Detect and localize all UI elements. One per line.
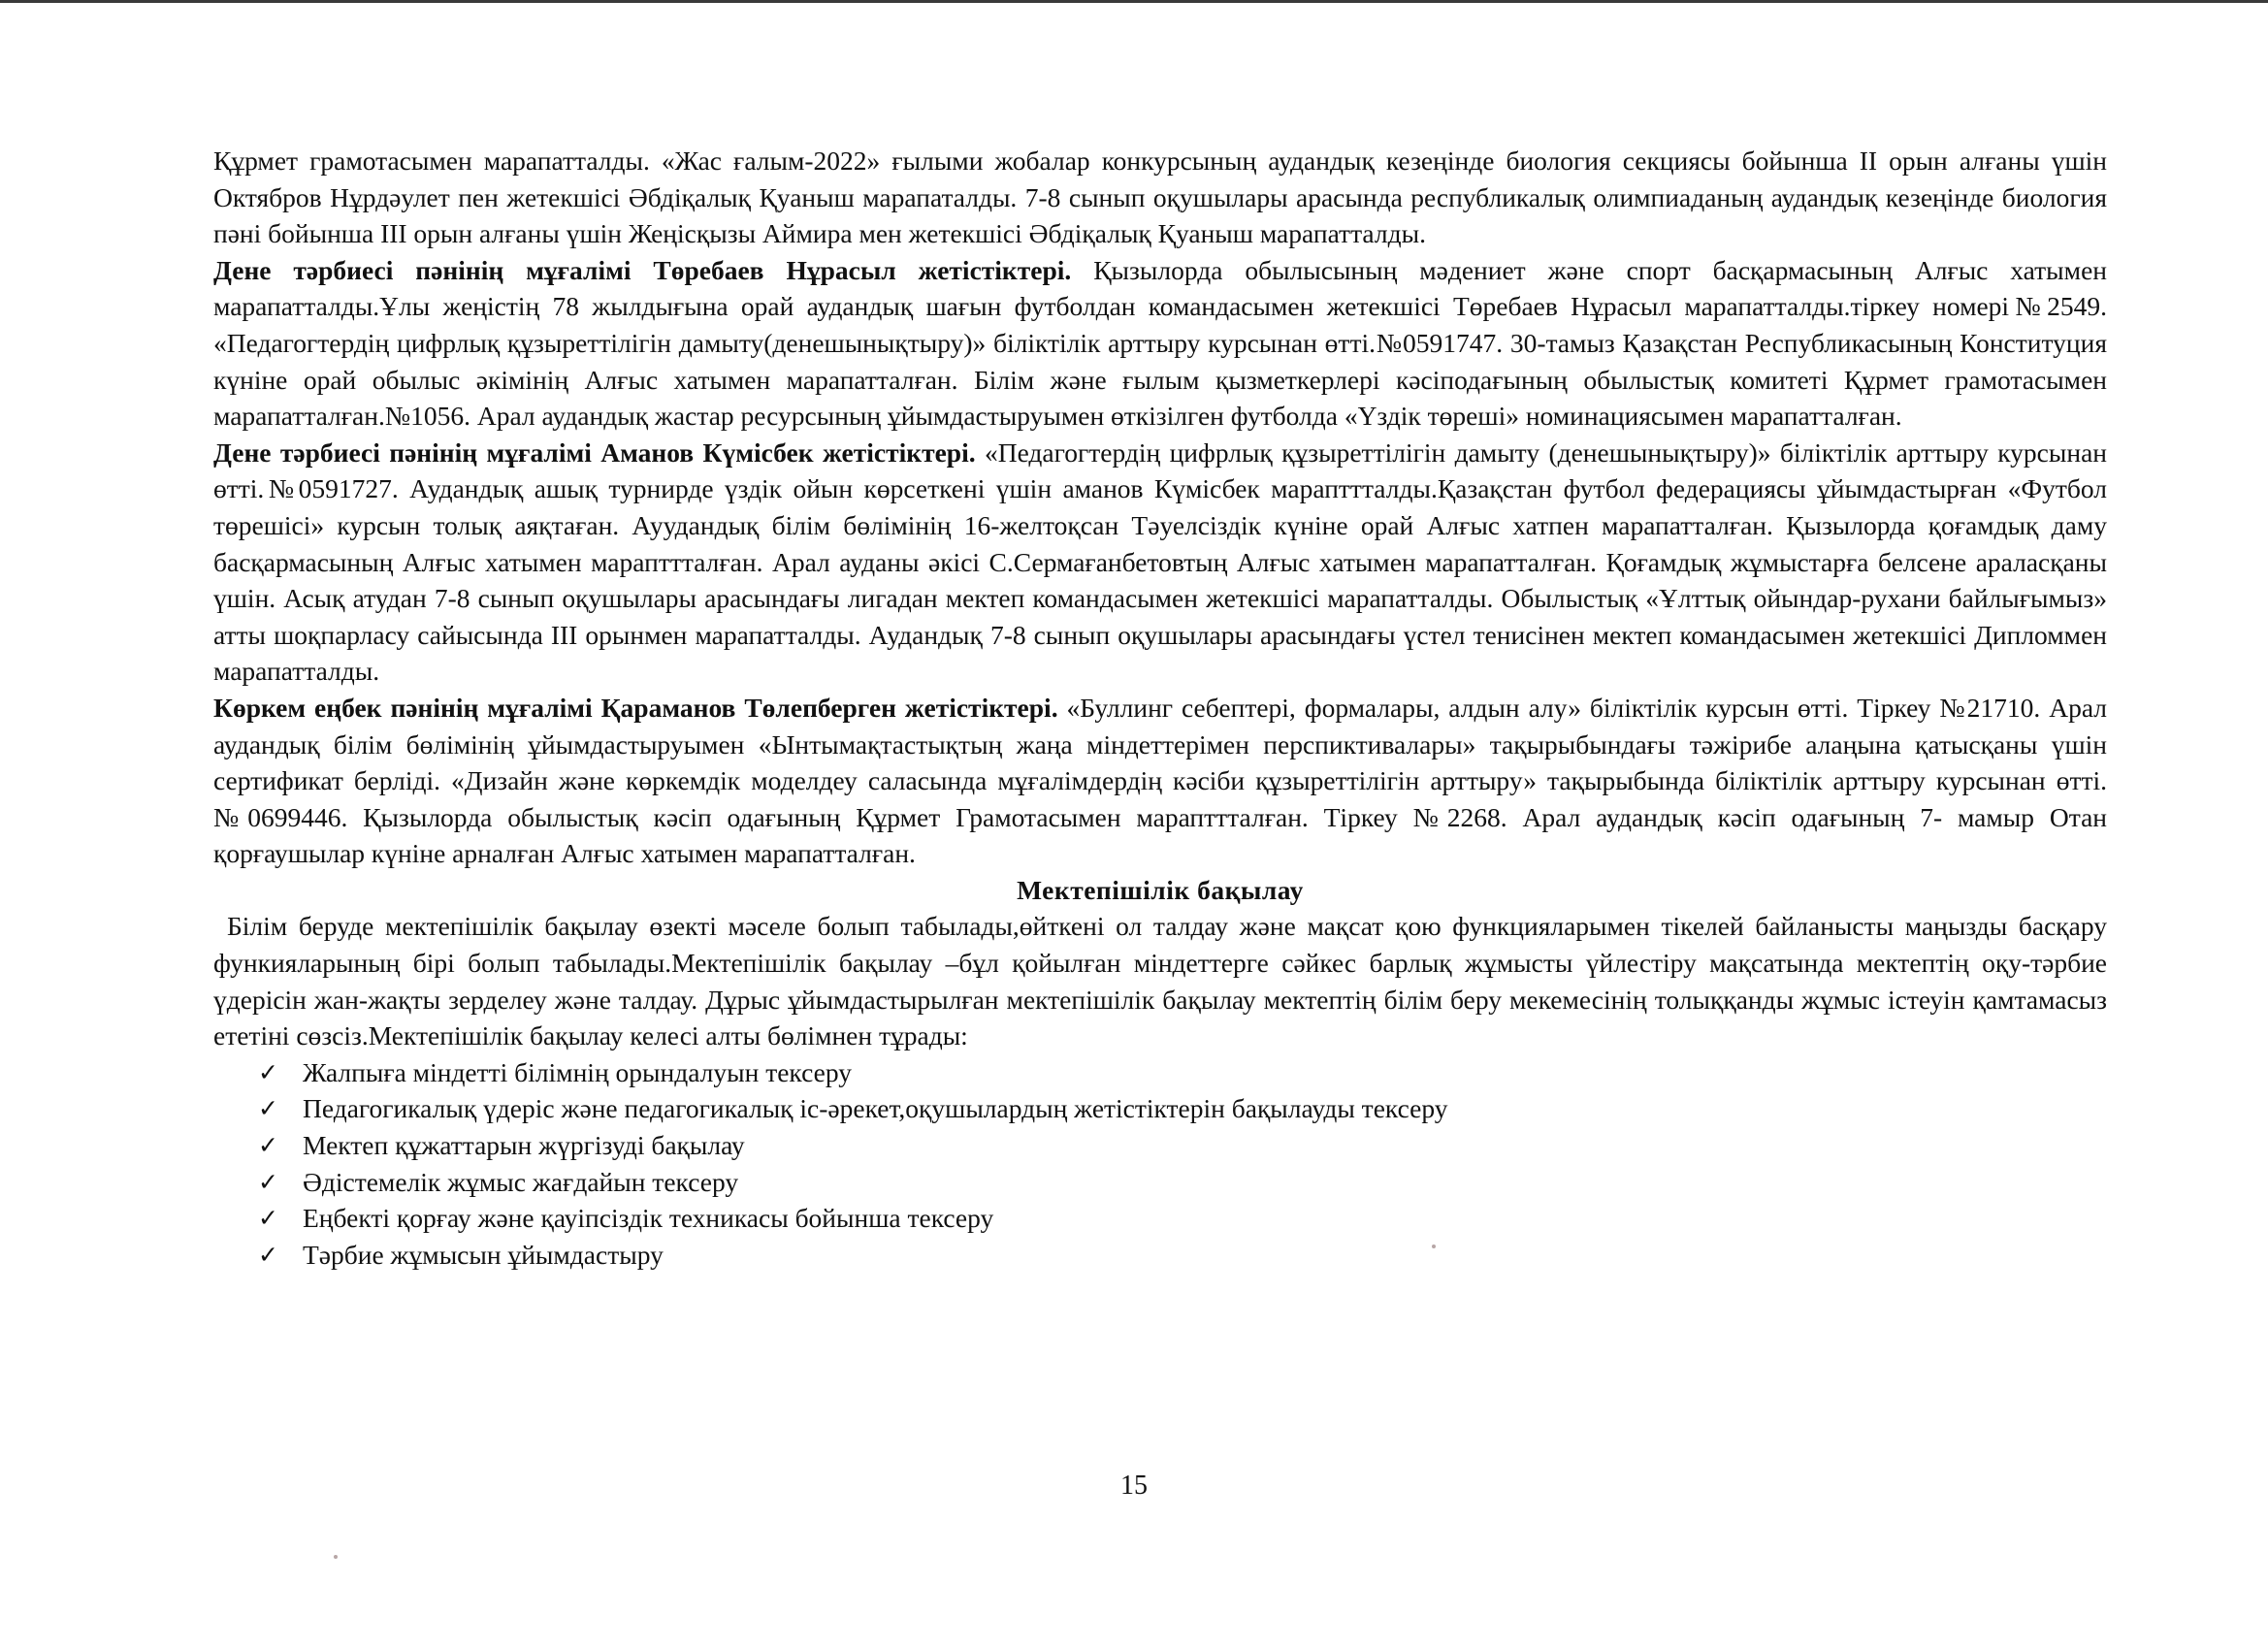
checklist-item-text: Мектеп құжаттарын жүргізуді бақылау [303, 1130, 745, 1161]
checkmark-icon: ✓ [258, 1204, 278, 1233]
checkmark-icon: ✓ [258, 1167, 278, 1196]
paragraph-torebaev-achievements [213, 252, 2107, 435]
paragraph-text: «Педагогтердің цифрлық құзыреттілігін дамыту (денешынықтыру)» біліктілік арттыру курсынан өтті.№0591727. Аудандық ашық турнирде үздік ойын көрсеткені үшін аманов Күмісбек марапттталды.Қазақстан футбол федерациясы ұйымдастырған «Футбол төрешісі» курсын толық аяқтаған. Ауудандық білім бөлімінің 16-желтоқсан Тәуелсіздік күніне орай Алғыс хатпен марапатталған. Қызылорда қоғамдық даму басқармасының Алғыс хатымен марапттталған. Арал ауданы әкісі С.Сермағанбетовтың Алғыс хатымен марапатталған. Қоғамдық жұмыстарға белсене араласқаны үшін. Асық атудан 7-8 сынып оқушылары арасындағы лигадан мектеп командасымен жетекшісі марапатталды. Обылыстық «Ұлттық ойындар-рухани байлығымыз» атты шоқпарласу сайысында III орынмен марапатталды. Аудандық 7-8 сынып оқушылары арасындағы үстел тенисінен мектеп командасымен жетекшісі Дипломмен марапатталды. [213, 436, 2107, 687]
checklist-item [258, 1200, 2107, 1237]
checklist-item [258, 1054, 2107, 1091]
checklist-item [258, 1164, 2107, 1201]
section-intro: Білім беруде мектепішілік бақылау өзекті мәселе болып табылады,өйткені ол талдау және мақсат қою функцияларымен тікелей байланысты маңызды басқару функияларының бірі болып табылады.Мектепішілік бақылау –бұл қойылған міндеттерге сәйкес барлық жұмысты үйлестіру мақсатында мектептің оқу-тәрбие үдерісін жан-жақты зерделеу және талдау. Дұрыс ұйымдастырылған мектепішілік бақылау мектептің білім беру мекемесінің толыққанды жұмыс істеуін қамтамасыз ететіні сөзсіз.Мектепішілік бақылау келесі алты бөлімнен тұрады: [213, 911, 2107, 1051]
checklist-item-text: Педагогикалық үдеріс және педагогикалық іс-әрекет,оқушылардың жетістіктерін бақылауды тексеру [303, 1093, 1448, 1124]
page-number: 15 [1120, 1471, 1148, 1501]
scan-speck [334, 1555, 338, 1559]
checklist [213, 1054, 2107, 1274]
checkmark-icon: ✓ [258, 1094, 278, 1123]
checklist-item-text: Тәрбие жұмысын ұйымдастыру [303, 1239, 664, 1270]
checklist-item [258, 1237, 2107, 1274]
paragraph-text: Құрмет грамотасымен марапатталды. «Жас ғалым-2022» ғылыми жобалар конкурсының аудандық кезеңінде биология секциясы бойынша II орын алғаны үшін Октябров Нұрдәулет пен жетекшісі Әбдіқалық Қуаныш марапаталды. 7-8 сынып оқушылары арасында республикалық олимпиаданың аудандық кезеңінде биология пәні бойынша III орын алғаны үшін Жеңісқызы Аймира мен жетекшісі Әбдіқалық Қуаныш марапатталды. [213, 146, 2107, 249]
paragraph-text: Қызылорда обылысының мәдениет және спорт басқармасының Алғыс хатымен марапатталды.Ұлы жеңістің 78 жылдығына орай аудандық шағын футболдан командасымен жетекшісі Төребаев Нұрасыл марапатталды.тіркеу номері№2549. «Педагогтердің цифрлық құзыреттілігін дамыту(денешынықтыру)» біліктілік арттыру курсынан өтті.№0591747. 30-тамыз Қазақстан Республикасының Конституция күніне орай обылыс әкімінің Алғыс хатымен марапатталған. Білім және ғылым қызметкерлері кәсіподағының обылыстық комитеті Құрмет грамотасымен марапатталған.№1056. Арал аудандық жастар ресурсының ұйымдастыруымен өткізілген футболда «Үздік төреші» номинациясымен марапатталған. [213, 254, 2107, 432]
checkmark-icon: ✓ [258, 1240, 278, 1269]
paragraph-amanov-achievements [213, 435, 2107, 690]
checkmark-icon: ✓ [258, 1131, 278, 1160]
section-heading: Мектепішілік бақылау [1017, 874, 1304, 905]
checkmark-icon: ✓ [258, 1057, 278, 1086]
paragraph-awards-biology [213, 143, 2107, 252]
checklist-item [258, 1127, 2107, 1164]
checklist-item-text: Әдістемелік жұмыс жағдайын тексеру [303, 1166, 739, 1197]
checklist-item-text: Еңбекті қорғау және қауіпсіздік техникасы бойынша тексеру [303, 1203, 994, 1234]
document-body [213, 143, 2107, 1273]
paragraph-text: «Буллинг себептері, формалары, алдын алу» біліктілік курсын өтті. Тіркеу №21710. Арал аудандық білім бөлімінің ұйымдастыруымен «Ынтымақтастықтың жаңа міндеттерімен перспиктивалары» тақырыбындағы тәжірибе алаңына қатысқаны үшін сертификат берліді. «Дизайн және көркемдік моделдеу саласында мұғалімдердің кәсіби құзыреттілігін арттыру» тақырыбында біліктілік арттыру курсынан өтті.№0699446. Қызылорда обылыстық кәсіп одағының Құрмет Грамотасымен марапттталған. Тіркеу №2268. Арал аудандық кәсіп одағының 7- мамыр Отан қорғаушылар күніне арналған Алғыс хатымен марапатталған. [213, 692, 2107, 869]
paragraph-lead: Дене тәрбиесі пәнінің мұғалімі Төребаев Нұрасыл жетістіктері. [213, 254, 1072, 285]
scan-edge-line [0, 0, 2268, 3]
checklist-item [258, 1090, 2107, 1127]
paragraph-karamanov-achievements [213, 690, 2107, 872]
checklist-item-text: Жалпыға міндетті білімнің орындалуын тексеру [303, 1056, 852, 1087]
paragraph-lead: Көркем еңбек пәнінің мұғалімі Қараманов Төлепберген жетістіктері. [213, 692, 1058, 723]
scan-speck [1432, 1245, 1436, 1248]
paragraph-lead: Дене тәрбиесі пәнінің мұғалімі Аманов Күмісбек жетістіктері. [213, 436, 976, 468]
